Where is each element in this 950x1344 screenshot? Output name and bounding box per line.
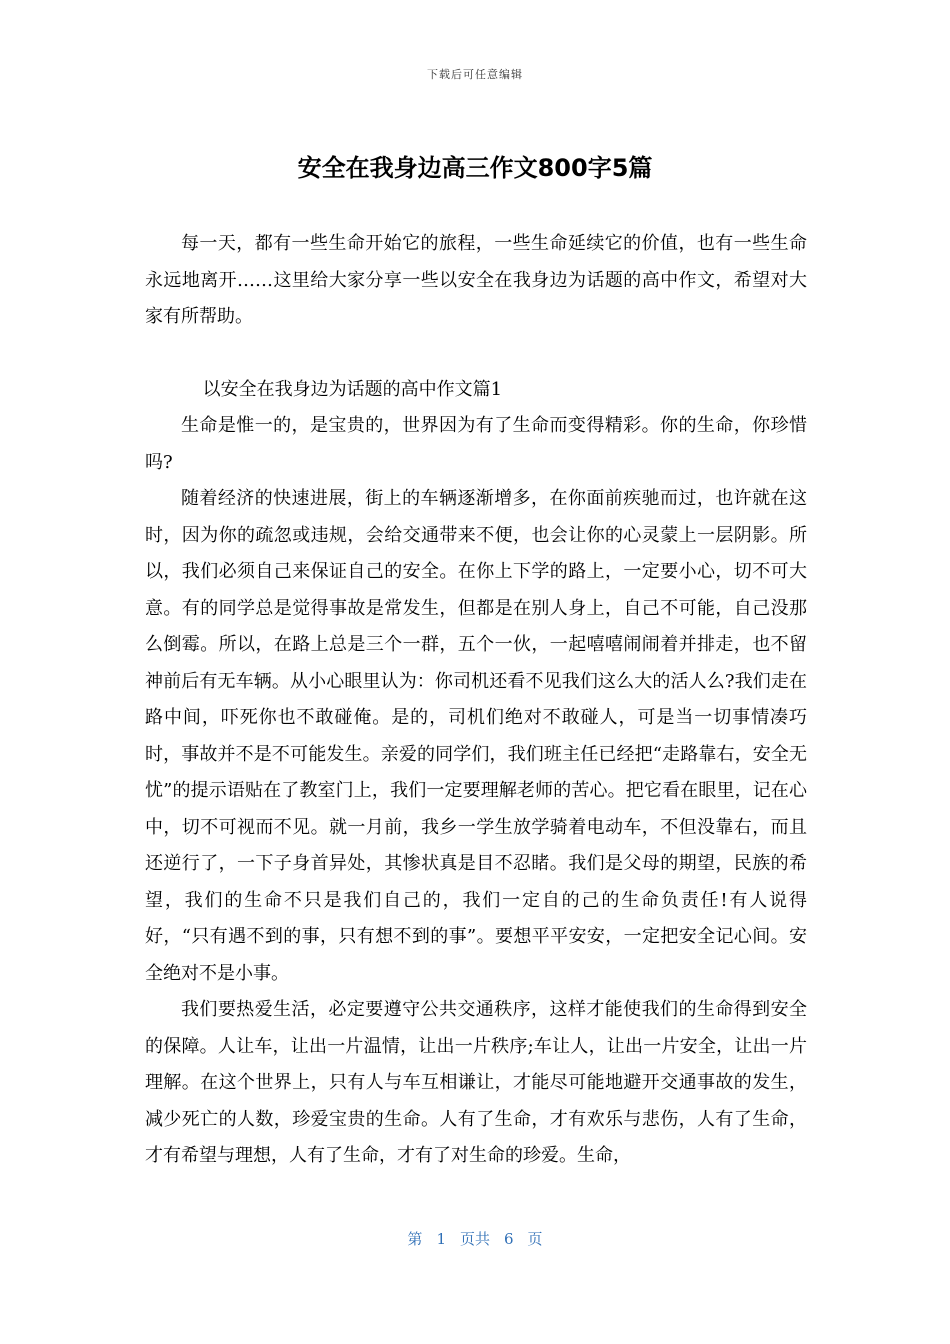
document-body: [145, 226, 807, 1175]
body-paragraph: 随着经济的快速进展，街上的车辆逐渐增多，在你面前疾驰而过，也许就在这时，因为你的疏忽或违规，会给交通带来不便，也会让你的心灵蒙上一层阴影。所以，我们必须自己来保证自己的安全。在你上下学的路上，一定要小心，切不可大意。有的同学总是觉得事故是常发生，但都是在别人身上，自己不可能，自己没那么倒霉。所以，在路上总是三个一群，五个一伙，一起嘻嘻闹闹着并排走，也不留神前后有无车辆。从小心眼里认为：你司机还看不见我们这么大的活人么?我们走在路中间，吓死你也不敢碰俺。是的，司机们绝对不敢碰人，可是当一切事情凑巧时，事故并不是不可能发生。亲爱的同学们，我们班主任已经把“走路靠右，安全无忧”的提示语贴在了教室门上，我们一定要理解老师的苦心。把它看在眼里，记在心中，切不可视而不见。就一月前，我乡一学生放学骑着电动车，不但没靠右，而且还逆行了，一下子身首异处，其惨状真是目不忍睹。我们是父母的期望，民族的希望，我们的生命不只是我们自己的，我们一定自的己的生命负责任!有人说得好，“只有遇不到的事，只有想不到的事”。要想平平安安，一定把安全记心间。安全绝对不是小事。: [145, 488, 807, 984]
body-paragraph: 生命是惟一的，是宝贵的，世界因为有了生命而变得精彩。你的生命，你珍惜吗?: [145, 415, 807, 473]
header-note: 下载后可任意编辑: [427, 68, 523, 81]
page-label-middle: 页共: [459, 1230, 490, 1248]
page-footer: [0, 1228, 950, 1249]
document-title: 安全在我身边高三作文800字5篇: [297, 154, 653, 182]
section-heading: 以安全在我身边为话题的高中作文篇1: [202, 378, 503, 400]
body-paragraph: 我们要热爱生活，必定要遵守公共交通秩序，这样才能使我们的生命得到安全的保障。人让车，让出一片温情，让出一片秩序;车让人，让出一片安全，让出一片理解。在这个世界上，只有人与车互相谦让，才能尽可能地避开交通事故的发生，减少死亡的人数，珍爱宝贵的生命。人有了生命，才有欢乐与悲伤，人有了生命，才有希望与理想，人有了生命，才有了对生命的珍爱。生命，: [145, 999, 807, 1166]
page-label-prefix: 第: [407, 1230, 423, 1248]
total-pages: 6: [504, 1230, 514, 1248]
page-label-suffix: 页: [527, 1230, 543, 1248]
intro-paragraph: 每一天，都有一些生命开始它的旅程，一些生命延续它的价值，也有一些生命永远地离开……这里给大家分享一些以安全在我身边为话题的高中作文，希望对大家有所帮助。: [145, 233, 807, 327]
page-number: 1: [436, 1230, 446, 1248]
